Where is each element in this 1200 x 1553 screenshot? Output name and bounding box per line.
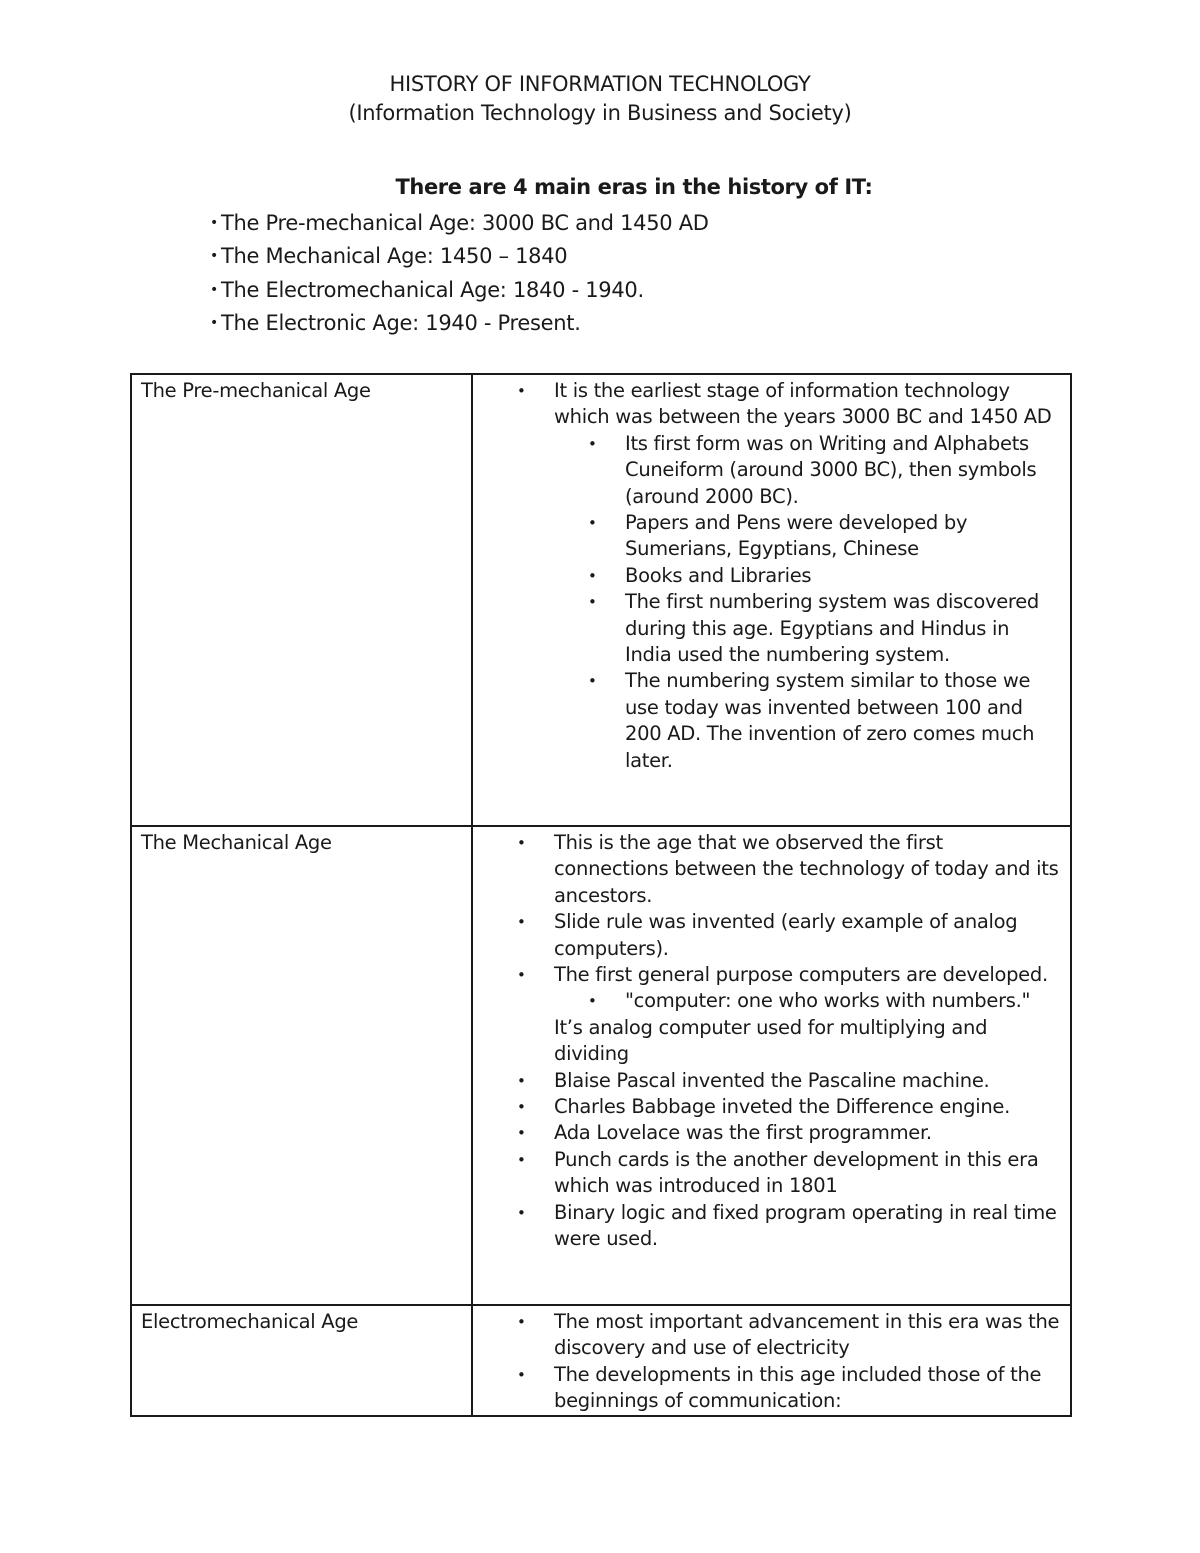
era-item: • The Electronic Age: 1940 - Present.	[210, 307, 709, 340]
list-item: • Ada Lovelace was the first programmer.	[473, 1120, 1070, 1146]
age-cell: The Pre-mechanical Age	[131, 374, 472, 826]
bullet-list	[473, 830, 1070, 1015]
list-item: • "computer: one who works with numbers."	[473, 988, 1060, 1014]
paragraph: It’s analog computer used for multiplying and dividing	[554, 1015, 988, 1066]
list-item	[473, 962, 1070, 1015]
eras-heading: There are 4 main eras in the history of IT:	[395, 175, 873, 199]
list-item: • Charles Babbage inveted the Difference engine.	[473, 1094, 1070, 1120]
sub-bullet-list	[554, 988, 1060, 1014]
notes-cell	[472, 374, 1071, 826]
age-cell: The Mechanical Age	[131, 826, 472, 1305]
list-item: • The numbering system similar to those we use today was invented between 100 and 200 AD. The invention of zero comes much later.	[473, 668, 1060, 774]
document-header	[0, 70, 1200, 128]
list-item: • Blaise Pascal invented the Pascaline machine.	[473, 1068, 1070, 1094]
list-item: • This is the age that we observed the first connections between the technology of today and its ancestors.	[473, 830, 1070, 909]
history-table	[130, 373, 1072, 1417]
age-cell: Electromechanical Age	[131, 1305, 472, 1416]
list-item-text: The first general purpose computers are developed.	[554, 963, 1048, 987]
sub-bullet-list	[554, 431, 1060, 774]
list-item	[473, 378, 1070, 774]
list-item: • Papers and Pens were developed by Sumerians, Egyptians, Chinese	[473, 510, 1060, 563]
list-item: • The developments in this age included those of the beginnings of communication:	[473, 1362, 1070, 1415]
bullet-list	[473, 378, 1070, 774]
list-item: • Slide rule was invented (early example of analog computers).	[473, 909, 1070, 962]
list-item: • Punch cards is the another development in this era which was introduced in 1801	[473, 1147, 1070, 1200]
notes-cell	[472, 826, 1071, 1305]
list-item-text: It is the earliest stage of information technology which was between the years 3000 BC and 1450 AD	[554, 379, 1052, 429]
document-subtitle: (Information Technology in Business and Society)	[348, 101, 852, 125]
document-title: HISTORY OF INFORMATION TECHNOLOGY	[389, 72, 811, 96]
notes-cell	[472, 1305, 1071, 1416]
era-item: • The Electromechanical Age: 1840 - 1940.	[210, 274, 709, 307]
list-item: • Books and Libraries	[473, 563, 1060, 589]
bullet-list	[473, 1068, 1070, 1253]
list-item: • The first numbering system was discovered during this age. Egyptians and Hindus in India used the numbering system.	[473, 589, 1060, 668]
eras-list	[210, 207, 709, 340]
bullet-list	[473, 1309, 1070, 1415]
list-item: • Its first form was on Writing and Alphabets Cuneiform (around 3000 BC), then symbols (around 2000 BC).	[473, 431, 1060, 510]
era-item: • The Mechanical Age: 1450 – 1840	[210, 240, 709, 273]
table-row	[131, 826, 1071, 1305]
table-row	[131, 1305, 1071, 1416]
era-item: • The Pre-mechanical Age: 3000 BC and 1450 AD	[210, 207, 709, 240]
list-item: • Binary logic and fixed program operating in real time were used.	[473, 1200, 1070, 1253]
table-row	[131, 374, 1071, 826]
list-item: • The most important advancement in this era was the discovery and use of electricity	[473, 1309, 1070, 1362]
